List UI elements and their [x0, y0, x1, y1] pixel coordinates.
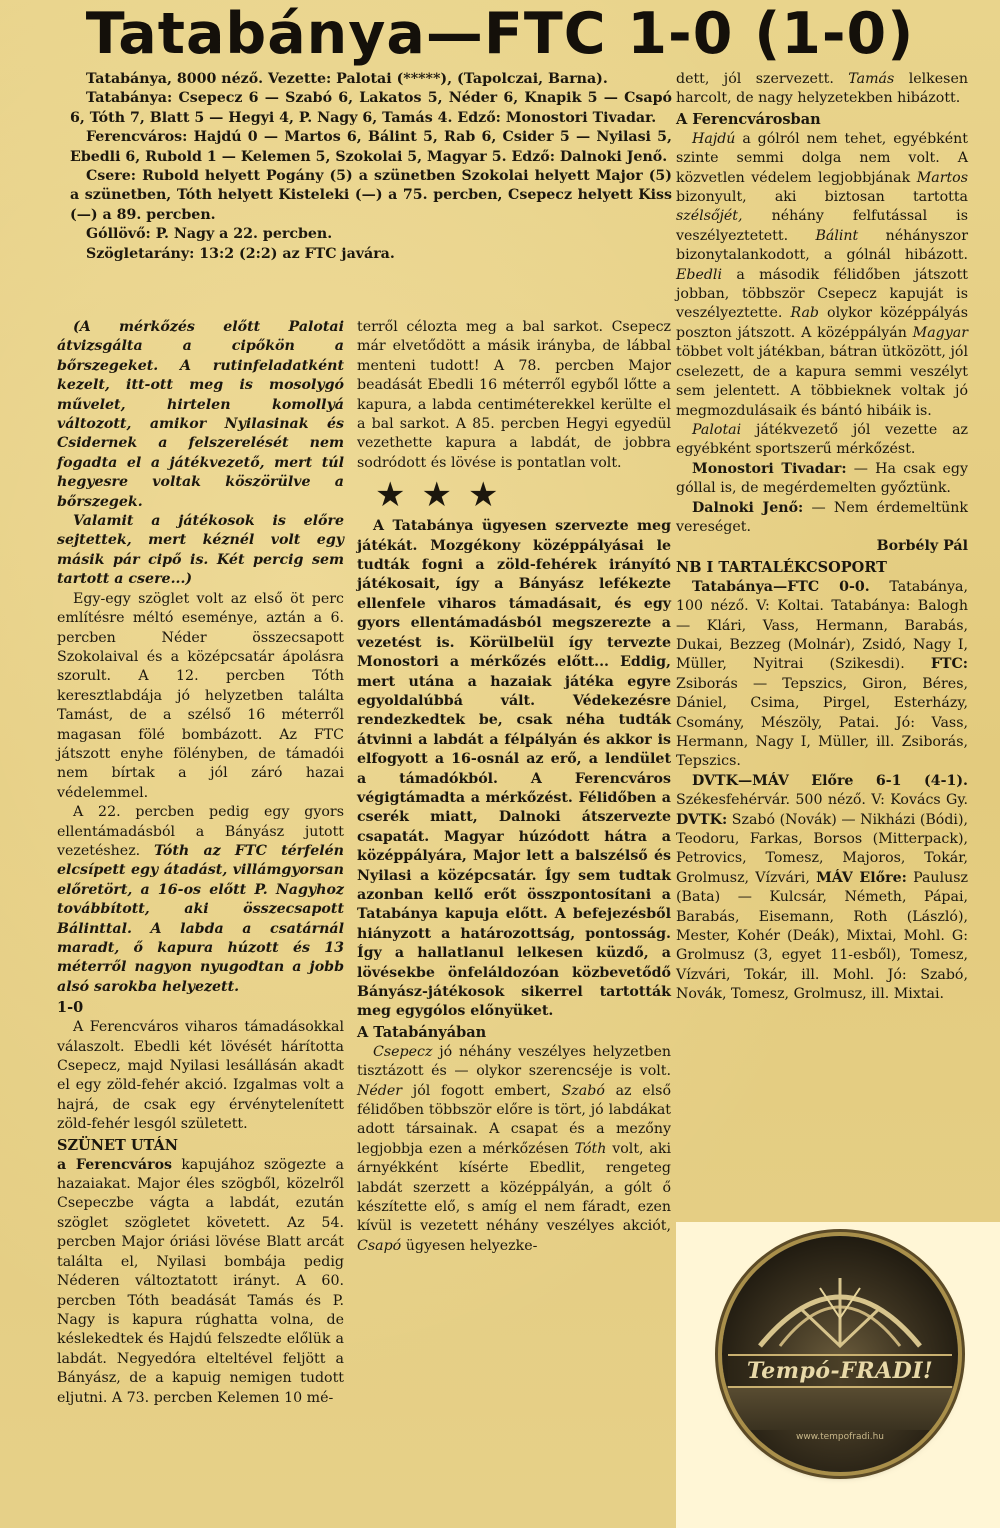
team-label: DVTK: [676, 811, 728, 828]
column-1 [57, 318, 344, 1408]
player-review [676, 130, 968, 421]
stadium-field [722, 1386, 958, 1430]
player-name: Martos [916, 169, 968, 186]
result-text: Székesfehérvár. 500 néző. V: Kovács Gy. [676, 792, 968, 809]
coach-name: Dalnoki Jenő: [692, 499, 804, 516]
logo-banner: Tempó-FRADI! [728, 1354, 952, 1388]
review-text: a második félidőben játszott jobban, többször Csepecz kapuját is veszélyeztette. [676, 266, 968, 322]
player-review [357, 1043, 671, 1256]
review-text: volt, aki árnyékként kísérte Ebedlit, rengeteg labdát szerzett a középpályán, a gólt ő készítette elő, s amíg el nem fáradt, ezen kívül is vezetett néhány veszélyes akciót, [357, 1140, 671, 1235]
coach-quote [676, 460, 968, 499]
review-text-italic: szélsőjét, [676, 208, 743, 225]
review-text: játékvezető jól vezette az egyébként sportszerű mérkőzést. [676, 421, 968, 458]
player-name: Szabó [561, 1082, 605, 1099]
player-name: Csapó [357, 1237, 402, 1254]
report-text: kapujához szögezte a hazaiakat. Major éles szögből, közelről Csepeczbe vágta a labdát, ezután szöglet szögletet követett. Az 54. percben Major óriási lövése Blatt arcát találta el, Nyilasi bombája pedig Néderen változtatott irányt. A 60. percben Tóth beadását Tamás és P. Nagy is kapura rúghatta volna, de késlekedtek és Hajdú felszedte előlük a labdát. Negyedóra elteltével feljött a Bányász, de a kapuig nemigen tudott eljutni. A 73. percben Kelemen 10 mé- [57, 1156, 344, 1406]
match-info [70, 70, 672, 264]
report-text-italic: Tóth az FTC térfelén elcsípett egy átadást, villámgyorsan előretört, a 16-os előtt P. Nagyhoz továbbított, aki összecsapott Bálinttal. A labda a csatárnál maradt, ő kapura húzott és 13 méterről nagyon nyugodtan a jobb alsó sarokba helyezett. [57, 842, 344, 995]
italic-intro-2: Valamit a játékosok is előre sejtettek, mert kéznél volt egy másik pár cipő is. Két percig sem tartott a csere...) [57, 513, 344, 588]
result-text: Zsiborás — Tepszics, Giron, Béres, Dániel, Csima, Pirgel, Esterházy, Csomány, Mészöly, Patai. Jó: Vass, Hermann, Nagy I, Müller, ill. Zsiborás, Tepszics. [676, 675, 968, 770]
lineup-ferencvaros: Ferencváros: Hajdú 0 — Martos 6, Bálint 5, Rab 6, Csider 5 — Nyilasi 5, Ebedli 6, Rubold 1 — Kelemen 5, Szokolai 5, Magyar 5. Edző: Dalnoki Jenő. [70, 129, 672, 165]
player-name: Ebedli [676, 266, 722, 283]
player-name: Rab [790, 305, 819, 322]
player-name: Magyar [912, 324, 968, 341]
quote-text: — Ha csak egy góllal is, de megérdemelten győztünk. [676, 460, 969, 497]
player-name: Hajdú [692, 130, 736, 147]
reserve-league-title: NB I TARTALÉKCSOPORT [676, 558, 887, 576]
review-text: olykor középpályás poszton játszott. A középpályán [676, 305, 968, 341]
review-text: ügyesen helyezke- [405, 1237, 538, 1254]
tempo-fradi-logo [722, 1236, 958, 1472]
report-paragraph [57, 803, 344, 997]
report-text: A 22. percben pedig egy gyors ellentámadásból a Bányász jutott vezetéshez. [57, 804, 344, 859]
page-title: Tatabánya—FTC 1-0 (1-0) [85, 1, 915, 67]
section-subhead: A Ferencvárosban [676, 110, 821, 128]
review-text: többet volt játékban, bátran ütközött, jól cselezett, de a kapura semmi veszélyt sem jelentett. A többieknek voltak jó megmozdulásaik és bántó hibáik is. [676, 344, 968, 419]
player-name: Néder [357, 1082, 403, 1099]
section-subhead: SZÜNET UTÁN [57, 1136, 178, 1154]
coach-quote [676, 499, 968, 538]
analysis-paragraph: A Tatabánya ügyesen szervezte meg játékát. Mozgékony középpályásai le tudták fogni a zöld-fehérek irányító játékosait, így a Bányász lefékezte ellenfele viharos támadásait, és egy gyors ellentámadásból megszerezte a vezetést is. Körülbelül így tervezte Monostori a mérkőzés előtt... Eddig, mert utána a hazaiak játéka egyre egyoldalúbbá vált. Védekezésre rendezkedtek be, csak néha tudták átvinni a labdát a félpályán és akkor is elfogyott a 16-osnál az erő, a lendület a támadókból. A Ferencváros végigtámadta a mérkőzést. Félidőben a cserék miatt, Dalnoki átszervezte csapatát. Magyar húzódott hátra a középpályára, Major lett a balszélső és Nyilasi a középcsatár. Így sem tudtak azonban kellő erőt összpontosítani a Tatabánya kapuja előtt. A befejezésből hiányzott a határozottság, pontosság. Így a hallatlanul lelkesen küzdő, a lövésekbe önfeláldozóan közbevetődő Bányász-játékosok sikerrel tartották meg egygólos előnyüket. [357, 518, 671, 1020]
watermark-logo-panel [676, 1222, 1000, 1528]
review-text: néhány felfutással is veszélyeztetett. [676, 208, 968, 244]
report-paragraph: Egy-egy szöglet volt az első öt perc említésre méltó eseménye, aztán a 6. percben Néder összecsapott Szokolaival és a középcsatár ápolásra szorult. A 12. percben Tóth keresztlabdája jó helyzetben találta Tamást, de a szélső 16 méterről magasan fölé bombázott. Az FTC játszott enyhe fölényben, de támadói nem bírtak a jól záró hazai védelemmel. [57, 590, 344, 801]
match-venue: Tatabánya, 8000 néző. Vezette: Palotai (*****), (Tapolczai, Barna). [86, 71, 608, 87]
player-name: Tóth [574, 1140, 607, 1157]
logo-url: www.tempofradi.hu [795, 1432, 885, 1442]
report-paragraph: A Ferencváros viharos támadásokkal válaszolt. Ebedli két lövését hárította Csepecz, majd Nyilasi lesállásán akadt el egy zöld-fehér akció. Izgalmas volt a hajrá, de csak egy érvénytelenített zöld-fehér lesgól született. [57, 1019, 344, 1133]
review-text: az első félidőben többször előre is tört, jó labdákat adott társainak. A csapat és a mezőny legjobbja ezen a mérkőzésen [357, 1082, 671, 1157]
star-separator: ★★★ [375, 475, 515, 516]
player-name: Tamás [848, 71, 895, 87]
referee-name: Palotai [692, 421, 742, 438]
team-label: MÁV Előre: [816, 869, 907, 886]
player-name: Bálint [815, 227, 859, 244]
review-text: a gólról nem tehet, egyébként szinte semmi dolga nem volt. A közvetlen védelem legjobbjának [676, 130, 968, 186]
section-subhead: A Tatabányában [357, 1023, 487, 1041]
result-text: Tatabánya, 100 néző. V: Koltai. Tatabánya: Balogh — Klári, Vass, Hermann, Barabás, Dukai, Bezzeg (Molnár), Zsidó, Nagy I, Müller, Nyitrai (Szikesdi). [676, 578, 968, 673]
column-3 [676, 70, 968, 1005]
report-paragraph: terről célozta meg a bal sarkot. Csepecz már elvetődött a másik irányba, de lábbal menteni tudott! A 78. percben Major beadását Ebedli 16 méterről egyből lőtte a kapura, a labda centiméterekkel kerülte el a bal sarkot. A 85. percben Hegyi egyedül vezethette kapura a labdát, de jobbra sodródott és lövése is pontatlan volt. [357, 319, 671, 471]
result-text: Szabó (Novák) — Nikházi (Bódi), Teodoru, Farkas, Borsos (Mitterpack), Petrovics, Tomesz, Majoros, Tokár, Grolmusz, Vízvári, [676, 811, 968, 886]
lineup-tatabanya: Tatabánya: Csepecz 6 — Szabó 6, Lakatos 5, Néder 6, Knapik 5 — Csapó 6, Tóth 7, Blatt 5 — Hegyi 4, P. Nagy 6, Tamás 4. Edző: Monostori Tivadar. [70, 90, 672, 126]
author-byline: Borbély Pál [876, 538, 968, 555]
goalscorer: Góllövő: P. Nagy a 22. percben. [86, 226, 333, 243]
coach-name: Monostori Tivadar: [692, 460, 847, 477]
report-text-bold: a Ferencváros [57, 1156, 173, 1173]
review-text: lelkesen harcolt, de nagy helyzetekben hibázott. [676, 71, 968, 107]
report-paragraph [57, 1156, 344, 1408]
stadium-arch-icon [740, 1258, 940, 1348]
result-text: Paulusz (Bata) — Kulcsár, Németh, Pápai, Barabás, Eisemann, Roth (László), Mester, Kohér (Deák), Mixtai, Mohl. G: Grolmusz (3, egyet 11-esből), Tomesz, Vízvári, Tokár, ill. Mohl. Jó: Szabó, Novák, Tomesz, Grolmusz, ill. Mixtai. [676, 869, 968, 1003]
result-score: Tatabánya—FTC 0-0. [692, 578, 870, 595]
reserve-result [676, 772, 968, 1005]
review-text: jó néhány veszélyes helyzetben tisztázott és — olykor szerencséje is volt. [357, 1043, 671, 1080]
column-2 [357, 318, 671, 1256]
italic-intro: (A mérkőzés előtt Palotai átvizsgálta a cipőkön a bőrszegeket. A rutinfeladatként kezelt, itt-ott meg is mosolygó művelet, hirtelen komollyá változott, amikor Nyilasinak és Csidernek a felszerelését nem fogadta el a játékvezető, mert túl hegyesre voltak köszörülve a bőrszegek. [57, 319, 344, 510]
team-label: FTC: [930, 656, 968, 673]
quote-text: — Nem érdemeltünk vereséget. [676, 499, 968, 535]
review-text: dett, jól szervezett. [676, 71, 834, 87]
substitutions: Csere: Rubold helyett Pogány (5) a szünetben Szokolai helyett Major (5) a szünetben, Tóth helyett Kisteleki (—) a 75. percben, Csepecz helyett Kiss (—) a 89. percben. [70, 168, 672, 223]
reserve-result [676, 578, 968, 772]
referee-review [676, 421, 968, 460]
player-review [676, 70, 968, 109]
result-score: DVTK—MÁV Előre 6-1 (4-1). [692, 772, 968, 789]
review-text: bizonyult, aki biztosan tartotta [676, 189, 968, 206]
review-text: néhányszor bizonytalankodott, a gólnál hibázott. [676, 227, 968, 264]
score-subhead: 1-0 [57, 999, 84, 1017]
review-text: jól fogott embert, [412, 1082, 551, 1099]
player-name: Csepecz [373, 1043, 433, 1060]
corner-ratio: Szögletarány: 13:2 (2:2) az FTC javára. [86, 245, 395, 262]
